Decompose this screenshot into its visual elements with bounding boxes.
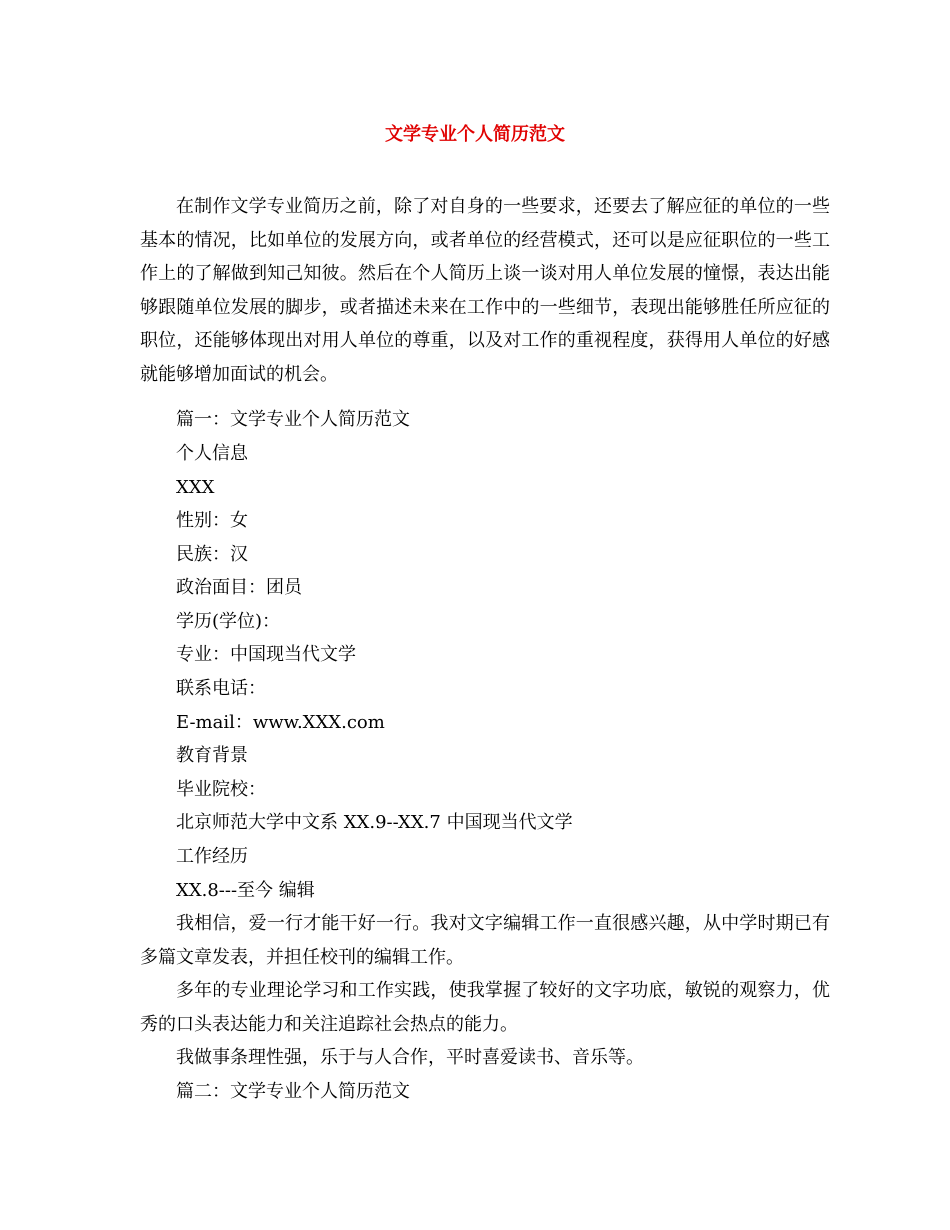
section1-heading: 篇一：文学专业个人简历范文	[176, 409, 410, 430]
body-paragraph-2: 多年的专业理论学习和工作实践，使我掌握了较好的文字功底，敏锐的观察力，优秀的口头表达能力和关注追踪社会热点的能力。	[140, 980, 830, 1035]
phone-field: 联系电话：	[176, 678, 266, 699]
education-degree-field: 学历(学位)：	[176, 611, 281, 632]
education-heading: 教育背景	[176, 745, 248, 766]
body-paragraph-3: 我做事条理性强，乐于与人合作，平时喜爱读书、音乐等。	[176, 1047, 644, 1068]
political-status-field: 政治面目：团员	[176, 577, 302, 598]
personal-info-heading: 个人信息	[176, 443, 248, 464]
work-heading: 工作经历	[176, 846, 248, 867]
body-paragraph-1: 我相信，爱一行才能干好一行。我对文字编辑工作一直很感兴趣，从中学时期已有多篇文章发表，并担任校刊的编辑工作。	[140, 913, 830, 968]
school-entry: 北京师范大学中文系 XX.9--XX.7 中国现当代文学	[176, 812, 573, 833]
email-field: E-mail：www.XXX.com	[176, 712, 385, 733]
major-field: 专业：中国现当代文学	[176, 644, 356, 665]
name-field: XXX	[176, 477, 215, 498]
school-label: 毕业院校：	[176, 779, 266, 800]
work-entry: XX.8---至今 编辑	[176, 880, 315, 901]
section2-heading: 篇二：文学专业个人简历范文	[176, 1081, 410, 1102]
gender-field: 性别：女	[176, 510, 248, 531]
ethnicity-field: 民族：汉	[176, 544, 248, 565]
document-title: 文学专业个人简历范文	[385, 124, 565, 145]
intro-paragraph: 在制作文学专业简历之前，除了对自身的一些要求，还要去了解应征的单位的一些基本的情况，比如单位的发展方向，或者单位的经营模式，还可以是应征职位的一些工作上的了解做到知己知彼。然后在个人简历上谈一谈对用人单位发展的憧憬，表达出能够跟随单位发展的脚步，或者描述未来在工作中的一些细节，表现出能够胜任所应征的职位，还能够体现出对用人单位的尊重，以及对工作的重视程度，获得用人单位的好感就能够增加面试的机会。	[140, 196, 830, 385]
